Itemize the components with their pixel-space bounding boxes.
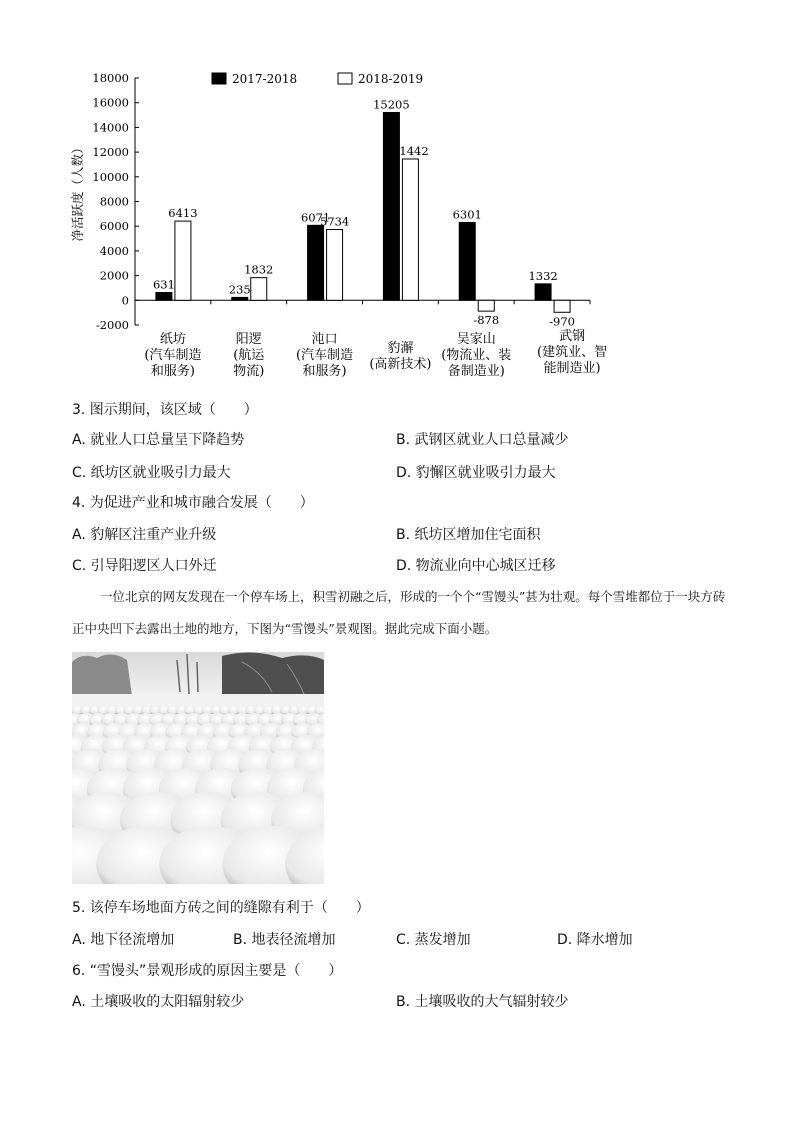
y-tick-label-6: 10000 [92,169,129,184]
category-label-2-2: 和服务) [302,364,347,379]
bar-1-series-0 [232,297,248,300]
bar-5-series-0 [535,284,551,300]
question-4-option-d[interactable]: D. 物流业向中心城区迁移 [396,558,556,574]
chart-labels [144,98,607,379]
category-label-0-2: 和服务) [150,364,195,379]
net-activity-bar-chart [60,60,640,400]
question-5-option-a[interactable]: A. 地下径流增加 [72,932,175,948]
category-label-2-1: (汽车制造 [296,348,354,363]
bar-1-series-1 [251,278,267,301]
bar-3-series-0 [383,113,399,301]
y-tick-label-1: 0 [121,293,129,308]
category-label-5-2: 能制造业) [543,361,601,376]
question-5-option-c[interactable]: C. 蒸发增加 [396,932,471,948]
data-label-5-1: -970 [549,314,576,329]
question-4-option-b[interactable]: B. 纸坊区增加住宅面积 [396,527,541,543]
chart-legend [212,72,423,86]
bar-0-series-0 [156,293,172,301]
data-label-4-0: 6301 [452,207,482,222]
chart-bars [156,113,570,313]
category-label-5-0: 武钢 [559,329,586,344]
question-3-option-c[interactable]: C. 纸坊区就业吸引力最大 [72,465,231,481]
question-4-option-c[interactable]: C. 引导阳逻区人口外迁 [72,558,217,574]
legend-swatch-0 [212,73,226,84]
category-label-5-1: (建筑业、智 [537,345,608,360]
y-tick-label-7: 12000 [92,145,129,160]
category-label-1-0: 阳逻 [235,332,262,347]
y-tick-label-10: 18000 [92,71,129,85]
category-label-3-1: (高新技术) [369,357,432,372]
legend-swatch-1 [338,73,352,84]
y-tick-label-8: 14000 [92,120,129,135]
question-3-option-b[interactable]: B. 武钢区就业人口总量减少 [396,432,569,448]
bar-4-series-0 [459,222,475,300]
data-label-4-1: -878 [473,313,500,328]
question-6-stem: 6. “雪馒头”景观形成的原因主要是（ ） [72,963,343,979]
category-label-0-0: 纸坊 [159,332,186,347]
data-label-0-1: 6413 [168,206,198,221]
legend-label-0: 2017-2018 [232,72,298,86]
y-tick-label-5: 8000 [99,194,129,209]
reading-passage: 一位北京的网友发现在一个停车场上，积雪初融之后，形成的一个个“雪馒头”甚为壮观。每个雪堆都位于一块方砖正中央凹下去露出土地的地方，下图为“雪馒头”景观图。据此完成下面小题。 [72,589,726,636]
data-label-1-0: 235 [228,282,251,297]
question-5-option-b[interactable]: B. 地表径流增加 [233,932,336,948]
question-5-option-d[interactable]: D. 降水增加 [557,932,633,948]
category-label-4-2: 备制造业) [447,364,505,379]
bar-3-series-1 [402,159,418,300]
y-tick-label-9: 16000 [92,95,129,110]
category-label-1-1: (航运 [233,348,265,363]
question-3-option-d[interactable]: D. 豹懈区就业吸引力最大 [396,465,556,481]
bar-4-series-1 [478,300,494,311]
data-label-2-0: 6071 [300,210,331,225]
data-label-1-1: 1832 [244,262,274,277]
data-label-3-0: 15205 [373,97,410,112]
y-tick-label-4: 6000 [99,219,129,234]
data-label-3-1: 11442 [392,143,429,158]
y-tick-label-2: 2000 [99,268,129,283]
bar-2-series-0 [308,225,324,300]
category-label-1-2: 物流) [233,364,265,379]
question-4-stem: 4. 为促进产业和城市融合发展（ ） [72,495,314,511]
question-4-option-a[interactable]: A. 豹解区注重产业升级 [72,527,217,543]
snow-mounds [72,705,324,884]
data-label-2-1: 5734 [319,214,350,229]
question-3-option-a[interactable]: A. 就业人口总量呈下降趋势 [72,432,245,448]
category-label-4-1: (物流业、装 [441,348,512,363]
category-label-2-0: 沌口 [311,332,338,347]
category-label-4-0: 吴家山 [456,332,496,347]
question-6-option-a[interactable]: A. 土壤吸收的太阳辐射较少 [72,994,245,1010]
y-tick-label-0: -2000 [95,318,129,332]
snow-mounds-photo [72,652,324,884]
bar-0-series-1 [175,221,191,300]
y-axis-label: 净活跃度（人数） [70,141,85,242]
question-3-stem: 3. 图示期间，该区域（ ） [72,402,258,418]
question-6-option-b[interactable]: B. 土壤吸收的大气辐射较少 [396,994,569,1010]
y-tick-label-3: 4000 [99,243,129,258]
category-label-0-1: (汽车制造 [144,348,202,363]
data-label-0-0: 631 [152,277,175,292]
question-5-stem: 5. 该停车场地面方砖之间的缝隙有利于（ ） [72,900,370,916]
legend-label-1: 2018-2019 [358,72,424,86]
bar-5-series-1 [554,300,570,312]
data-label-5-0: 1332 [528,268,558,283]
bar-2-series-1 [327,229,343,300]
category-label-3-0: 豹澥 [387,341,414,356]
